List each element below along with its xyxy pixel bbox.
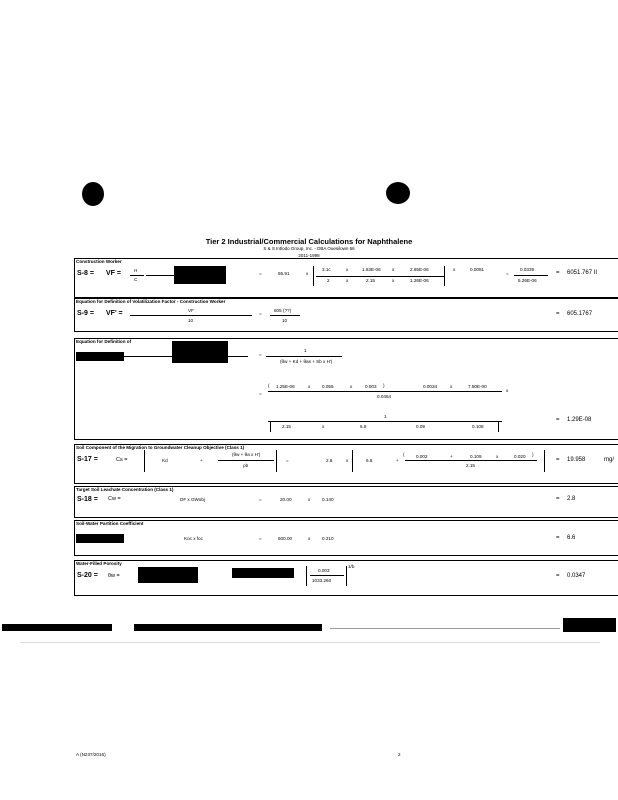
footer-left: A (N237/2016) bbox=[76, 752, 106, 757]
s3-r2-br-r bbox=[498, 422, 499, 432]
s8-right-line bbox=[514, 275, 548, 276]
paren-close: ) bbox=[532, 452, 534, 457]
s3-bar bbox=[124, 356, 248, 357]
s17-lhs: Cs = bbox=[116, 457, 128, 463]
equals: = bbox=[556, 270, 560, 276]
section-s20-label: Water-Filled Porosity bbox=[76, 561, 122, 566]
times: x bbox=[506, 388, 509, 393]
paren-open: ( bbox=[268, 383, 270, 388]
s8-den-0: 2 bbox=[327, 278, 330, 283]
punch-hole-right bbox=[386, 182, 410, 204]
equation-s17: S-17 = bbox=[77, 456, 98, 463]
equals: = bbox=[556, 417, 560, 423]
s8-bracket-l bbox=[313, 266, 314, 286]
s20-frac-top: 0.003 bbox=[318, 568, 330, 573]
s9-mid-top: 605 (??) bbox=[274, 308, 292, 313]
s3-r1-den: 0.0464 bbox=[377, 394, 392, 399]
s3-r1-6: x bbox=[450, 384, 453, 389]
s8-den-4: 1.26E-06 bbox=[410, 278, 429, 283]
equals: = bbox=[259, 311, 262, 316]
s8-lhs: VF = bbox=[106, 270, 121, 277]
s3-r1-7: 7.50E-00 bbox=[468, 384, 487, 389]
s8-term-0: 65.91 bbox=[278, 271, 290, 276]
s9-lhs: VF' = bbox=[106, 310, 123, 317]
page-title: Tier 2 Industrial/Commercial Calculations for Naphthalene bbox=[205, 237, 413, 246]
redaction-bar-right bbox=[563, 618, 616, 632]
plus: + bbox=[200, 458, 203, 463]
s8-term-7: 0.0081 bbox=[470, 267, 485, 272]
s3-r2-4: 0.108 bbox=[472, 424, 484, 429]
equals: = bbox=[259, 352, 262, 357]
redaction-bar-left bbox=[2, 624, 112, 631]
s20-lhs: θw = bbox=[108, 573, 120, 579]
punch-hole-left bbox=[82, 182, 104, 206]
s17-mid: 2.8 bbox=[326, 458, 333, 463]
s6-v2: 0.210 bbox=[322, 536, 334, 541]
equals: = bbox=[556, 457, 560, 463]
s20-frac-bot: 1033.260 bbox=[312, 578, 332, 583]
equals: = bbox=[556, 535, 560, 541]
s8-term-4: x bbox=[392, 267, 395, 272]
redaction-1 bbox=[174, 266, 226, 284]
section-s18-label: Target Soil Leachate Concentration (Class 1) bbox=[76, 487, 174, 492]
paren-close: ) bbox=[383, 383, 385, 388]
s9-result: 605.1767 bbox=[567, 311, 593, 317]
s8-den-2: 2.15 bbox=[366, 278, 375, 283]
section-s8-label: Construction Worker bbox=[76, 259, 122, 264]
section-6-label: Soil-Water Partition Coefficient bbox=[76, 521, 144, 526]
s20-br-r bbox=[346, 566, 347, 586]
s17-frac2-line bbox=[405, 460, 537, 461]
s6-v1: 600.00 bbox=[278, 536, 293, 541]
equals: = bbox=[259, 391, 262, 396]
s3-r2-num: 1 bbox=[384, 414, 387, 419]
s20-frac-line bbox=[310, 575, 344, 576]
footer-page-number: 2 bbox=[398, 752, 401, 757]
s3-denom: (θw + Kd + θas + Sb x H') bbox=[280, 359, 333, 364]
equation-s9: S-9 = bbox=[77, 310, 94, 317]
s3-r1-5: 0.0034 bbox=[423, 384, 438, 389]
s8-term-1: 3.1c bbox=[322, 267, 331, 272]
s3-r2-2: 6.8 bbox=[360, 424, 367, 429]
equals: = bbox=[259, 271, 262, 276]
s8-term-8: 0.0339 bbox=[520, 267, 535, 272]
s17-bot: ρb bbox=[243, 463, 249, 468]
s8-den-3: x bbox=[392, 278, 395, 283]
s8-frac-bot: C bbox=[134, 277, 138, 282]
s8-frac-line bbox=[130, 275, 144, 276]
page-date: 2011-1998 bbox=[298, 253, 320, 258]
paren-open: ( bbox=[403, 452, 405, 457]
s18-expr: DF x GWobj bbox=[180, 497, 205, 502]
equals: = bbox=[259, 497, 262, 502]
s17-val-2: 0.109 bbox=[470, 454, 482, 459]
equals: = bbox=[556, 496, 560, 502]
s17-br-r bbox=[276, 450, 277, 472]
equation-s8: S-8 = bbox=[77, 270, 94, 277]
s18-result: 2.8 bbox=[567, 496, 576, 502]
s3-frac-line bbox=[266, 356, 342, 357]
s17-val-3: 0.020 bbox=[514, 454, 526, 459]
section-6 bbox=[74, 520, 618, 556]
s3-r1-4: 0.003 bbox=[365, 384, 377, 389]
s3-one: 1 bbox=[304, 348, 307, 353]
s20-exp: 1/b bbox=[348, 564, 355, 569]
s17-unit: mg/ bbox=[604, 457, 615, 463]
s17-frac-line bbox=[218, 460, 274, 461]
section-s17 bbox=[74, 444, 618, 484]
s3-r1-3: x bbox=[350, 384, 353, 389]
s17-val-0: 6.8 bbox=[366, 458, 373, 463]
equals: = bbox=[259, 536, 262, 541]
equation-s18: S-18 = bbox=[77, 496, 98, 503]
s9-frac-top: VF bbox=[188, 308, 194, 313]
s8-term-2: x bbox=[346, 267, 349, 272]
s18-v1: 20.00 bbox=[280, 497, 292, 502]
s17-br2-r bbox=[544, 450, 545, 472]
redaction-5 bbox=[138, 567, 198, 583]
page-subtitle: S & S Intlodo Group, Inc. - DBA Ouesilown 66 bbox=[263, 246, 355, 251]
s8-frac-top: H bbox=[134, 268, 138, 273]
s6-result: 6.6 bbox=[567, 535, 576, 541]
s3-r1-1: x bbox=[308, 384, 311, 389]
plus: + bbox=[450, 454, 453, 459]
s17-den: 2.15 bbox=[466, 463, 475, 468]
s3-r1-2: 0.055 bbox=[322, 384, 334, 389]
times: x bbox=[346, 458, 349, 463]
s3-r1-0: 1.25E-06 bbox=[276, 384, 295, 389]
equals: = bbox=[556, 311, 560, 317]
s17-kd: Kd bbox=[162, 458, 168, 463]
s17-br-l bbox=[144, 450, 145, 472]
redaction-bar-mid bbox=[134, 624, 322, 631]
equation-s20: S-20 = bbox=[77, 572, 98, 579]
s3-r2-1: x bbox=[322, 424, 325, 429]
s9-frac-line bbox=[130, 315, 252, 316]
s17-result: 19.958 bbox=[567, 457, 586, 463]
s20-result: 0.0347 bbox=[567, 573, 586, 579]
s8-term-9: 5.26E-06 bbox=[518, 278, 537, 283]
s3-r2-0: 2.15 bbox=[282, 424, 291, 429]
s6-x: x bbox=[308, 536, 311, 541]
s8-den-1: x bbox=[346, 278, 349, 283]
equals: = bbox=[556, 573, 560, 579]
section-s9-label: Equation for Definition of Volatilization Factor - Construction Worker bbox=[76, 299, 226, 304]
s17-val-1: 0.002 bbox=[416, 454, 428, 459]
s8-inner-line bbox=[316, 276, 444, 277]
section-3 bbox=[74, 338, 618, 440]
plus: + bbox=[396, 458, 399, 463]
s3-result: 1.29E-08 bbox=[567, 417, 592, 423]
s18-v2: 0.140 bbox=[322, 497, 334, 502]
equals: = bbox=[506, 271, 509, 276]
s3-r2-br-l bbox=[270, 422, 271, 432]
section-s17-label: Soil Component of the Migration to Groundwater Cleanup Objective (Class 1) bbox=[76, 445, 245, 450]
s8-term-5: 2.65E-06 bbox=[410, 267, 429, 272]
section-3-label: Equation for Definition of bbox=[76, 339, 132, 344]
s18-x: x bbox=[308, 497, 311, 502]
s3-r2-line bbox=[268, 421, 502, 422]
s3-r2-3: 0.09 bbox=[416, 424, 425, 429]
s3-r1-line bbox=[268, 391, 502, 392]
s9-mid-line bbox=[270, 315, 300, 316]
s18-lhs: Cw = bbox=[108, 496, 121, 502]
scan-noise bbox=[330, 628, 560, 629]
times: x bbox=[496, 454, 499, 459]
equals: = bbox=[286, 458, 289, 463]
scan-noise bbox=[20, 642, 600, 643]
s17-br2-l bbox=[352, 450, 353, 472]
times: x bbox=[306, 271, 309, 276]
s9-frac-bot: 10 bbox=[188, 318, 194, 323]
s8-bracket-r bbox=[444, 266, 445, 286]
s17-top: (θw + θa x H') bbox=[232, 452, 261, 457]
s8-result: 6051.767 II bbox=[567, 270, 598, 276]
redaction-2 bbox=[172, 341, 228, 363]
redaction-4 bbox=[76, 534, 124, 543]
s20-br-l bbox=[306, 566, 307, 586]
redaction-3 bbox=[76, 352, 124, 361]
redaction-6 bbox=[232, 568, 294, 578]
s8-term-3: 1.63E-06 bbox=[362, 267, 381, 272]
s9-mid-bot: 10 bbox=[282, 318, 288, 323]
s6-expr: Koc x foc bbox=[184, 536, 203, 541]
s8-term-6: x bbox=[453, 267, 456, 272]
